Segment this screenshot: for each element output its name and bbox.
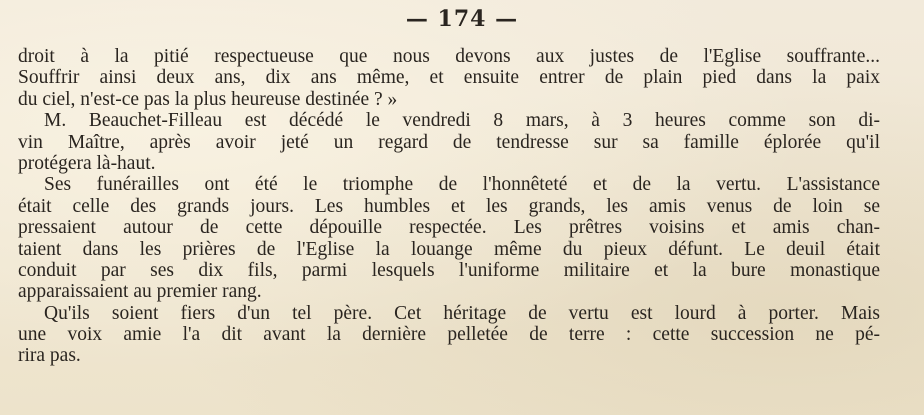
body-text [18, 46, 880, 367]
text-line: M. Beauchet-Filleau est décédé le vendredi 8 mars, à 3 heures comme son di- [44, 110, 880, 132]
text-line: protégera là-haut. [18, 152, 156, 174]
text-line: conduit par ses dix fils, parmi lesquels l'uniforme militaire et la bure monastique [18, 259, 880, 281]
text-line: rira pas. [18, 345, 81, 367]
text-line: Souffrir ainsi deux ans, dix ans même, et ensuite entrer de plain pied dans la paix [18, 67, 880, 89]
text-line: une voix amie l'a dit avant la dernière pelletée de terre : cette succession ne pé- [18, 324, 880, 346]
text-line: Qu'ils soient fiers d'un tel père. Cet héritage de vertu est lourd à porter. Mais [44, 302, 880, 324]
text-line: vin Maître, après avoir jeté un regard de tendresse sur sa famille éplorée qu'il [18, 131, 880, 153]
page-number: — 174 — [405, 6, 519, 32]
text-line: taient dans les prières de l'Eglise la louange même du pieux défunt. Le deuil était [18, 238, 880, 260]
text-line: était celle des grands jours. Les humbles et les grands, les amis venus de loin se [18, 195, 880, 217]
text-line: droit à la pitié respectueuse que nous devons aux justes de l'Eglise souffrante... [18, 46, 880, 67]
text-line: pressaient autour de cette dépouille respectée. Les prêtres voisins et amis chan- [18, 217, 880, 239]
text-line: apparaissaient au premier rang. [18, 281, 262, 303]
text-line: Ses funérailles ont été le triomphe de l'honnêteté et de la vertu. L'assistance [44, 174, 880, 196]
text-line: du ciel, n'est-ce pas la plus heureuse destinée ? » [18, 88, 398, 110]
